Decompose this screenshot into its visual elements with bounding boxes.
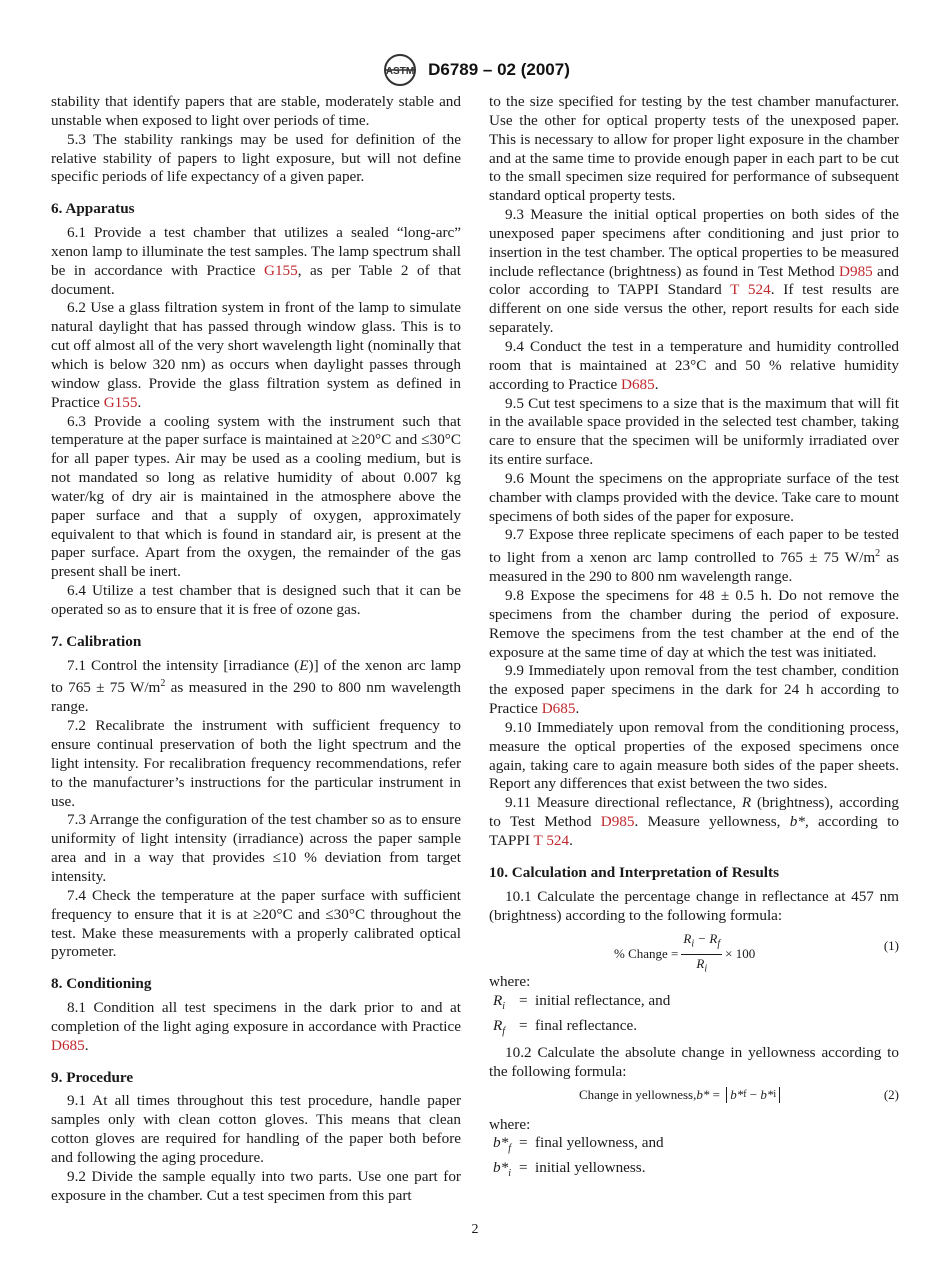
- paragraph-9-4: 9.4 Conduct the test in a temperature and humidity controlled room that is maintained at 23°C and 50 % relative humidity according to Practice D685.: [489, 337, 899, 393]
- paragraph-7-2: 7.2 Recalibrate the instrument with sufficient frequency to ensure continual preservation of both the light spectrum and the light intensity. For recalibration frequency recommendations, refer to the manufacturer’s instructions for the particular instrument in use.: [51, 717, 461, 810]
- paragraph-7-4: 7.4 Check the temperature at the paper surface with sufficient frequency to ensure that it is at ≥20°C and ≤30°C throughout the test. Make these measurements with a properly calibrated optical pyrometer.: [51, 886, 461, 961]
- absolute-bar-right: [779, 1087, 780, 1103]
- page-number: 2: [471, 1222, 479, 1237]
- paragraph-9-7: 9.7 Expose three replicate specimens of each paper to be tested to light from a xenon arc lamp controlled to 765 ± 75 $W/m^2$ as measured in the 290 to 800 nm wavelength range.: [489, 526, 899, 586]
- paragraph-10-1: 10.1 Calculate the percentage change in reflectance at 457 nm (brightness) according to the following formula:: [489, 887, 899, 924]
- paragraph-8-1: 8.1 Condition all test specimens in the dark prior to and at completion of the light aging exposure in accordance with Practice D685.: [51, 999, 461, 1054]
- paragraph-6-1: 6.1 Provide a test chamber that utilizes a sealed “long-arc” xenon lamp to illuminate the test samples. The lamp spectrum shall be in accordance with Practice G155, as per Table 2 of that document.: [51, 224, 461, 298]
- paragraph-10-2: 10.2 Calculate the absolute change in yellowness according to the following formula:: [489, 1043, 899, 1080]
- paragraph-9-6: 9.6 Mount the specimens on the appropriate surface of the test chamber with clamps provided with the device. Take care to mount specimens of both sides of the paper for exposure.: [489, 469, 899, 525]
- paragraph-9-8: 9.8 Expose the specimens for 48 ± 0.5 h. Do not remove the specimens from the chamber during the period of exposure. Remove the specimens from the test chamber at the end of the exposure at the same time of day at which the test was initiated.: [489, 587, 899, 661]
- paragraph-5-3: 5.3 The stability rankings may be used for definition of the relative stability of papers to light exposure, but will not define specific periods of life expectancy of a given paper.: [51, 130, 461, 186]
- definition-item: $b*_i$ = initial yellowness.: [493, 1159, 646, 1180]
- definitions-1: [493, 992, 899, 1042]
- definitions-2: [493, 1134, 899, 1184]
- paragraph-9-3: 9.3 Measure the initial optical properties on both sides of the unexposed paper specimens after conditioning and just prior to insertion in the test chamber. The optical properties to be measured include reflectance (brightness) as found in Test Method D985 and color according to TAPPI Standard T 524. If test results are different on one side versus the other, report results for each side separately.: [489, 206, 899, 337]
- link-t524[interactable]: T 524: [730, 281, 771, 299]
- link-d685[interactable]: D685: [621, 375, 655, 393]
- paragraph-9-1: 9.1 At all times throughout this test procedure, handle paper samples only with clean cotton gloves. This means that clean cotton gloves are required for handling of the paper both before and following the aging procedure.: [51, 1092, 461, 1166]
- paragraph-9-11: 9.11 Measure directional reflectance, R (brightness), according to Test Method D985. Measure yellowness, b*, according to TAPPI T 524.: [489, 794, 900, 849]
- equation-2: Change in yellowness, b* = b* f − b* i (2): [579, 1086, 899, 1102]
- definition-item: $b*_f$ = final yellowness, and: [493, 1134, 664, 1155]
- definition-item: $R_i$ = initial reflectance, and: [493, 992, 671, 1013]
- heading-apparatus: 6. Apparatus: [51, 200, 135, 218]
- link-d985[interactable]: D985: [839, 262, 873, 280]
- paragraph-6-3: 6.3 Provide a cooling system with the instrument such that temperature at the paper surface is maintained at ≥20°C and ≤30°C for all paper types. Air may be used as a cooling medium, but is not mandated so long as relative humidity of about 0.007 kg water/kg of dry air is maintained in the atmosphere above the paper surface and that a supply of oxygen, approximately equivalent to that which is found in standard air, is present at the paper surface. Apart from the oxygen, the remainder of the gas present shall be inert.: [51, 412, 461, 581]
- equation-1-number: (1): [883, 938, 899, 954]
- link-d985[interactable]: D985: [600, 813, 635, 831]
- paragraph-6-4: 6.4 Utilize a test chamber that is designed such that it can be operated so as to ensure that it is free of ozone gas.: [51, 582, 461, 618]
- equation-1-fraction: $\frac{R_i - R_f}{R_i}$: [683, 931, 721, 975]
- page-header: [0, 52, 950, 88]
- left-column: [51, 93, 461, 1205]
- heading-calibration: 7. Calibration: [51, 632, 142, 650]
- paragraph-6-2: 6.2 Use a glass filtration system in front of the lamp to simulate natural daylight that has passed through window glass. This is to cut off almost all of the very short wavelength light (nominally that which is below 320 nm) as occurs when daylight passes through window glass. Provide the glass filtration system as defined in Practice G155.: [51, 299, 461, 411]
- svg-text:ASTM: ASTM: [385, 66, 415, 77]
- link-d685[interactable]: D685: [51, 1036, 85, 1054]
- paragraph-9-5: 9.5 Cut test specimens to a size that is the maximum that will fit in the available space provided in the selected test chamber, taking care to ensure that the specimen will be uniformly irradiated over its entire surface.: [489, 394, 899, 469]
- link-g155[interactable]: G155: [103, 393, 138, 411]
- heading-calculation: 10. Calculation and Interpretation of Results: [489, 863, 779, 881]
- absolute-bar-left: [726, 1087, 727, 1103]
- heading-procedure: 9. Procedure: [51, 1068, 134, 1086]
- equation-2-number: (2): [883, 1086, 899, 1102]
- paragraph-9-9: 9.9 Immediately upon removal from the test chamber, condition the exposed paper specimens in the dark for 24 h according to Practice D685.: [489, 662, 899, 718]
- heading-conditioning: 8. Conditioning: [51, 975, 152, 993]
- paragraph-9-10: 9.10 Immediately upon removal from the conditioning process, measure the optical properties of the exposed specimens once again, taking care to again measure both sides of the paper sheets. Report any differences that exist between the two sides.: [489, 718, 899, 793]
- definition-item: $R_f$ = final reflectance.: [493, 1017, 638, 1038]
- astm-logo-icon: [380, 52, 420, 88]
- right-column: [489, 93, 899, 1186]
- paragraph-intro: stability that identify papers that are stable, moderately stable and unstable when exposed to light over periods of time.: [51, 93, 461, 129]
- paragraph-7-1: 7.1 Control the intensity [irradiance (E)] of the xenon arc lamp to 765 ± 75 $W/m^2$ as measured in the 290 to 800 nm wavelength range.: [51, 656, 462, 716]
- document-designation: D6789 – 02 (2007): [428, 60, 570, 79]
- link-d685[interactable]: D685: [541, 700, 576, 718]
- equation-1: % Change = $\frac{R_i - R_f}{R_i}$ × 100 (1): [489, 927, 899, 965]
- link-g155[interactable]: G155: [263, 261, 298, 279]
- where-label-1: where:: [489, 973, 531, 991]
- link-t524[interactable]: T 524: [533, 831, 570, 849]
- where-label-2: where:: [489, 1115, 531, 1133]
- paragraph-7-3: 7.3 Arrange the configuration of the test chamber so as to ensure uniformity of light intensity (irradiance) across the paper sample area and in a way that provides ≤10 % deviation from target intensity.: [51, 811, 461, 885]
- paragraph-9-2: 9.2 Divide the sample equally into two parts. Use one part for exposure in the chamber. Cut a test specimen from this part: [51, 1167, 461, 1204]
- paragraph-9-2-continued: to the size specified for testing by the test chamber manufacturer. Use the other for optical property tests of the unexposed paper. This is necessary to allow for proper light exposure in the chamber and at the same time to provide enough paper in each part to be cut to the small specimen size required for performance of subsequent standard optical property tests.: [489, 93, 899, 205]
